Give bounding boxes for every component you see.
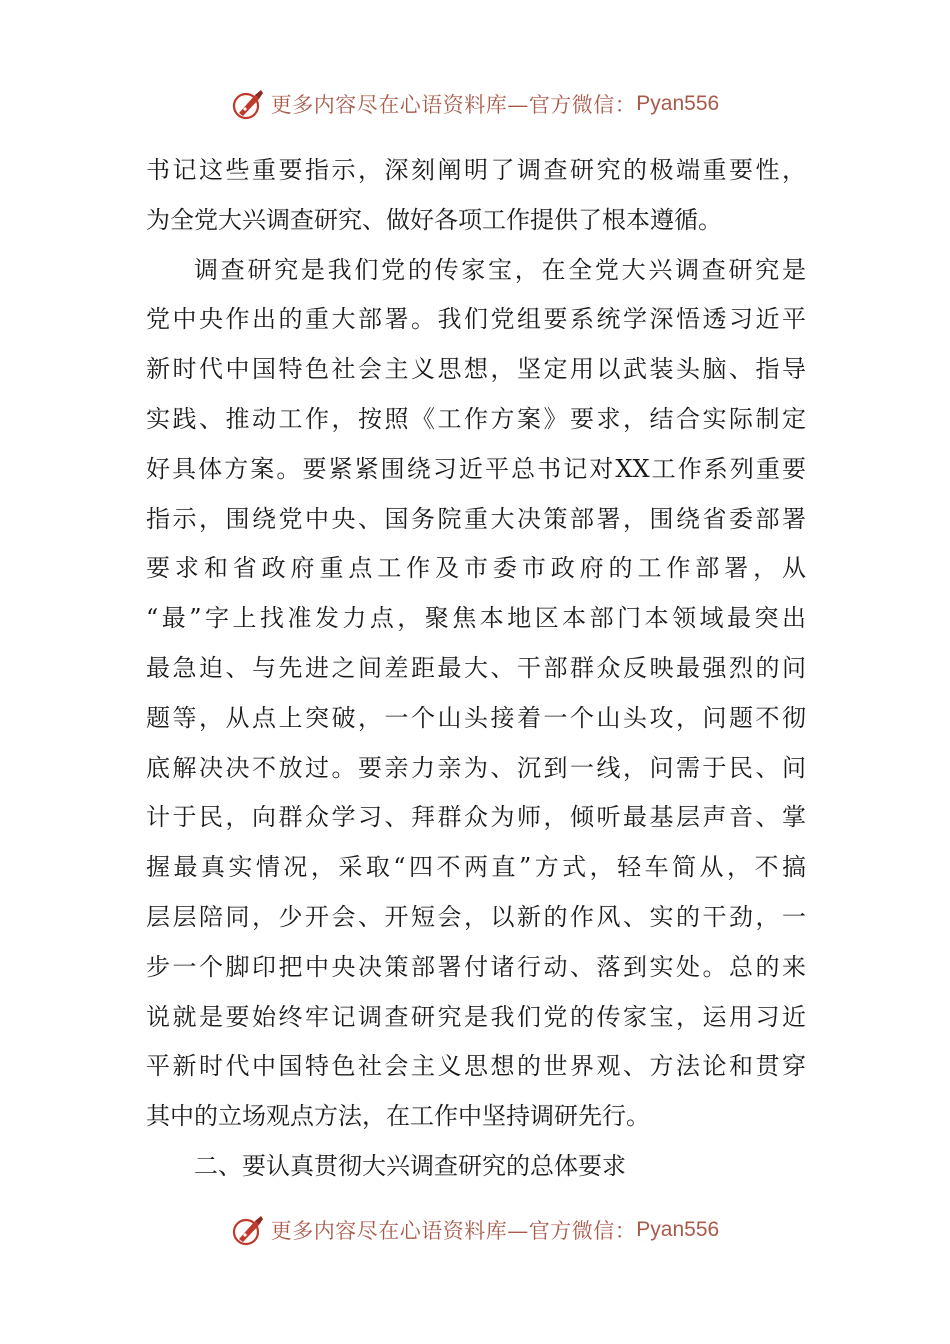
text-line: 平新时代中国特色社会主义思想的世界观、方法论和贯穿 — [146, 1052, 806, 1081]
text-line: 新时代中国特色社会主义思想，坚定用以武装头脑、指导 — [146, 355, 806, 384]
banner-text: 更多内容尽在心语资料库—官方微信： — [270, 1219, 637, 1243]
pen-nib-icon — [231, 1213, 265, 1247]
text-line: 为全党大兴调查研究、做好各项工作提供了根本遵循。 — [146, 205, 722, 234]
text-line: 好具体方案。要紧紧围绕习近平总书记对XX工作系列重要 — [146, 454, 806, 483]
text-line: “最”字上找准发力点，聚焦本地区本部门本领域最突出 — [146, 604, 806, 633]
text-line: 最急迫、与先进之间差距最大、干部群众反映最强烈的问 — [146, 653, 806, 682]
text-line: 党中央作出的重大部署。我们党组要系统学深悟透习近平 — [146, 305, 806, 334]
text-line: 要求和省政府重点工作及市委市政府的工作部署，从 — [146, 554, 806, 583]
section-heading: 二、要认真贯彻大兴调查研究的总体要求 — [194, 1151, 626, 1180]
banner-wechat-id: Pyan556 — [636, 92, 720, 115]
text-line: 握最真实情况，采取“四不两直”方式，轻车简从，不搞 — [146, 853, 806, 882]
text-line: 步一个脚印把中央决策部署付诸行动、落到实处。总的来 — [146, 952, 806, 981]
footer-banner — [0, 1210, 950, 1250]
text-line: 计于民，向群众学习、拜群众为师，倾听最基层声音、掌 — [146, 803, 806, 832]
text-line: 实践、推动工作，按照《工作方案》要求，结合实际制定 — [146, 404, 806, 433]
text-line: 调查研究是我们党的传家宝，在全党大兴调查研究是 — [194, 255, 806, 284]
banner-text: 更多内容尽在心语资料库—官方微信： — [270, 93, 637, 117]
text-line: 指示，围绕党中央、国务院重大决策部署，围绕省委部署 — [146, 504, 806, 533]
text-line: 题等，从点上突破，一个山头接着一个山头攻，问题不彻 — [146, 703, 806, 732]
document-body — [146, 146, 806, 1192]
pen-nib-icon — [231, 87, 265, 121]
text-line: 书记这些重要指示，深刻阐明了调查研究的极端重要性， — [146, 156, 806, 184]
header-banner — [0, 84, 950, 124]
text-line: 说就是要始终牢记调查研究是我们党的传家宝，运用习近 — [146, 1002, 806, 1031]
banner-wechat-id: Pyan556 — [636, 1218, 720, 1241]
text-line: 底解决决不放过。要亲力亲为、沉到一线，问需于民、问 — [146, 753, 806, 782]
text-line: 层层陪同，少开会、开短会，以新的作风、实的干劲，一 — [146, 902, 806, 931]
text-line: 其中的立场观点方法，在工作中坚持调研先行。 — [146, 1102, 650, 1131]
